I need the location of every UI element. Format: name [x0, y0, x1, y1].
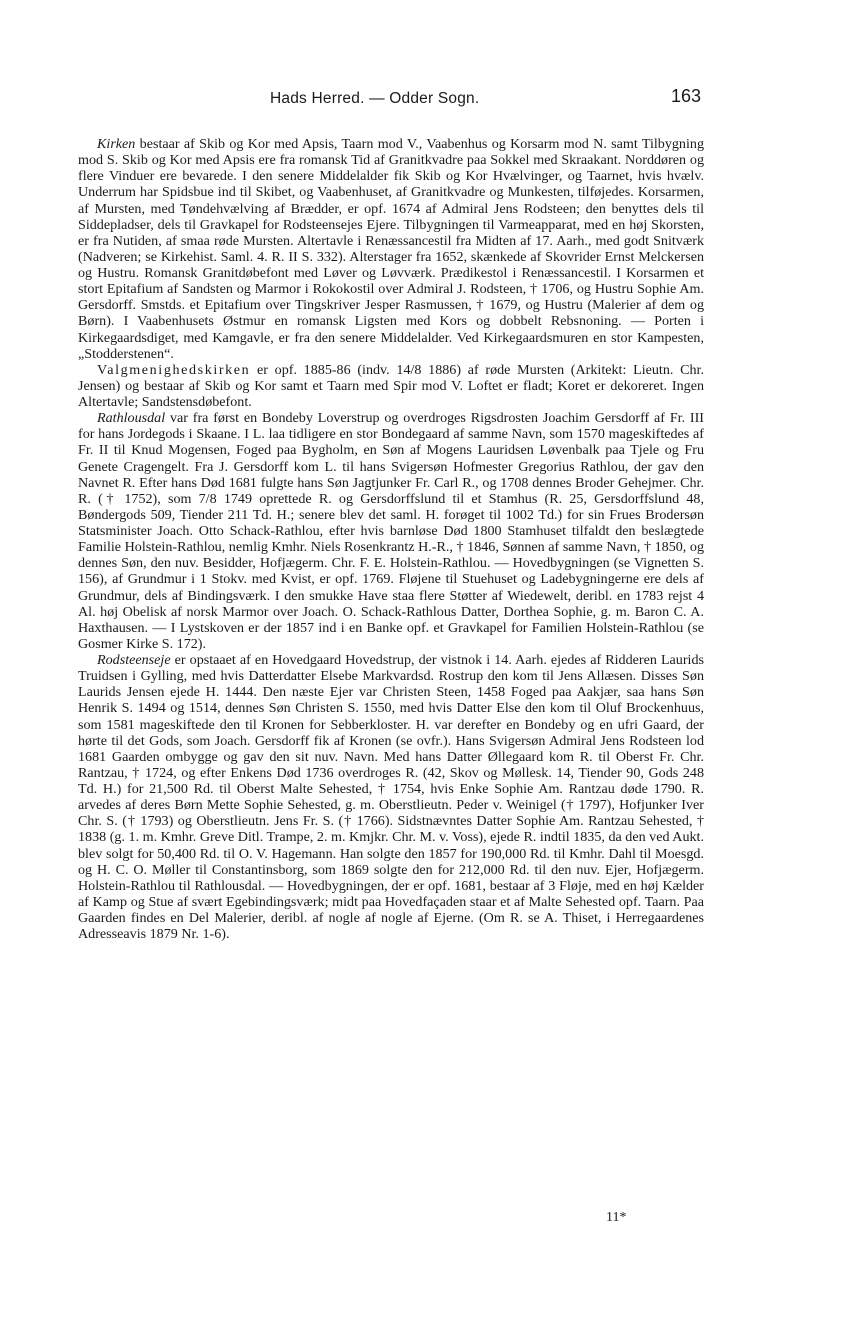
page-number: 163 [671, 86, 702, 106]
paragraph-text: er opf. 1885-86 (indv. 14/8 1886) af røde Mursten (Arkitekt: Lieutn. Chr. Jensen) og bestaar af Skib og Kor samt et Taarn med Spir mod V. Loftet er fladt; Koret er dekoreret. Ingen Altertavle; Sandstensdøbefont. [78, 361, 704, 410]
paragraph-valgmenighedskirken [78, 362, 704, 410]
paragraph-lead: Rathlousdal [97, 410, 166, 427]
paragraph-lead: Kirken [97, 136, 136, 152]
paragraph-lead: Rodsteenseje [97, 652, 171, 668]
paragraph-rodsteenseje [78, 652, 704, 942]
paragraph-lead: Valgmenighedskirken [97, 361, 251, 378]
running-title: Hads Herred. — Odder Sogn. [270, 90, 480, 107]
paragraph-text: var fra først en Bondeby Loverstrup og overdroges Rigsdrosten Joachim Gersdorff af Fr. III for hans Jordegods i Skaane. I L. laa tidligere en stor Bondegaard af samme Navn, som 1570 mageskiftedes af Fr. II til Knud Mogensen, Foged paa Bygholm, en Søn af Mogens Lauridsen Løvenbalk paa Tjele og Fru Genete Cragengelt. Fra J. Gersdorff kom L. til hans Svigersøn Hofmester Gregorius Rathlou, der gav den Navnet R. Efter hans Død 1681 fulgte hans Søn Jagtjunker Fr. Carl R., og 1708 dennes Broder Gehejmer. Chr. R. († 1752), som 7/8 1749 oprettede R. og Gersdorffslund til et Stamhus (R. 25, Gersdorffslund 48, Bøndergods 509, Tiender 211 Td. H.; senere blev det saml. H. forøget til 1002 Td.) for sin Frues Brodersøn Statsminister Joach. Otto Schack-Rathlou, efter hvis barnløse Død 1800 Stamhuset tilfaldt den beslægtede Familie Holstein-Rathlou, nemlig Kmhr. Niels Rosenkrantz H.-R., † 1846, Sønnen af samme Navn, † 1850, og dennes Søn, den nuv. Besidder, Hofjægerm. Chr. F. E. Holstein-Rathlou. — Hovedbygningen (se Vignetten S. 156), af Grundmur i 1 Stokv. med Kvist, er opf. 1769. Fløjene til Stuehuset og Ladebygningerne ere dels af Grundmur, dels af Bindingsværk. I den smukke Have staa flere Støtter af Wiedewelt, deribl. en 1783 rejst 4 Al. høj Obelisk af norsk Marmor over Joach. O. Schack-Rathlous Datter, Dorthea Sophie, g. m. Baron C. A. Haxthausen. — I Lystskoven er der 1857 ind i en Banke opf. et Gravkapel for Familien Holstein-Rathlou (se Gosmer Kirke S. 172). [78, 410, 704, 652]
running-head [0, 86, 864, 116]
paragraph-text: bestaar af Skib og Kor med Apsis, Taarn mod V., Vaabenhus og Korsarm mod N. samt Tilbygning mod S. Skib og Kor med Apsis ere fra romansk Tid af Granitkvadre paa Sokkel med Skraakant. Norddøren og flere Vinduer ere bevarede. I den senere Middelalder fik Skib og Kor Hvælvinger, og Taarnet, hvis hvælv. Underrum har Spidsbue ind til Skibet, og Vaabenhuset, af Granitkvadre og Munkesten, tilføjedes. Korsarmen, af Mursten, med Tøndehvælving af Brædder, er opf. 1674 af Admiral Jens Rodsteen; den benyttes dels til Siddepladser, dels til Gravkapel for Rodsteensejes Ejere. Tilbygningen til Varmeapparat, med en høj Skorsten, er fra Nutiden, af smaa røde Mursten. Altertavle i Renæssancestil fra Midten af 17. Aarh., med godt Snitværk (Nadveren; se Kirkehist. Saml. 4. R. II S. 332). Alterstager fra 1652, skænkede af Skovrider Ernst Melckersen og Hustru. Romansk Granitdøbefont med Løver og Løvværk. Prædikestol i Renæssancestil. I Korsarmen et stort Epitafium af Sandsten og Marmor i Rokokostil over Admiral J. Rodsteen, † 1706, og Hustru Sophie Am. Gersdorff. Smstds. et Epitafium over Tingskriver Jesper Rasmussen, † 1679, og Hustru (Malerier af dem og Børn). I Vaabenhusets Østmur en romansk Ligsten med Kors og dobbelt Rebsnoning. — Porten i Kirkegaardsdiget, med Kamgavle, er fra den senere Middelalder. Ved Kirkegaardsmuren en stor Kampesten, „Stodderstenen“. [78, 136, 704, 362]
body-text [78, 136, 704, 942]
paragraph-text: er opstaaet af en Hovedgaard Hovedstrup, der vistnok i 14. Aarh. ejedes af Ridderen Laurids Truidsen i Gylling, med hvis Datterdatter Elsebe Markvardsd. Rostrup den kom til Jens Allæsen. Disses Søn Laurids Jensen ejede H. 1444. Den næste Ejer var Christen Steen, 1458 Foged paa Aakjær, saa hans Søn Henrik S. 1494 og 1514, dennes Søn Christen S. 1550, med hvis Datter Else den kom til Oluf Brockenhuus, som 1581 mageskiftede den til Kronen for Sebberkloster. H. var derefter en Bondeby og en ufri Gaard, der hørte til det Gods, som Joach. Gersdorff fik af Kronen (se ovfr.). Hans Svigersøn Admiral Jens Rodsteen lod 1681 Gaarden ombygge og gav den sit nuv. Navn. Med hans Datter Øllegaard kom R. til Oberst Fr. Chr. Rantzau, † 1724, og efter Enkens Død 1736 overdroges R. (42, Skov og Møllesk. 14, Tiender 90, Gods 248 Td. H.) for 21,500 Rd. til Oberst Malte Sehested, † 1754, hvis Enke Sophie Am. Rantzau døde 1790. R. arvedes af deres Børn Mette Sophie Sehested, g. m. Oberstlieutn. Peder v. Weinigel († 1797), Hofjunker Iver Chr. S. († 1793) og Oberstlieutn. Jens Fr. S. († 1766). Sidstnævntes Datter Sophie Am. Rantzau Sehested, † 1838 (g. 1. m. Kmhr. Greve Ditl. Trampe, 2. m. Kmjkr. Chr. M. v. Voss), ejede R. indtil 1835, da den ved Aukt. blev solgt for 50,400 Rd. til O. V. Hagemann. Han solgte den 1857 for 190,000 Rd. til Kmhr. Dahl til Moesgd. og H. C. O. Møller til Constantinsborg, som 1869 solgte den for 212,000 Rd. til den nuv. Ejer, Hofjægerm. Holstein-Rathlou til Rathlousdal. — Hovedbygningen, der er opf. 1681, bestaar af 3 Fløje, med en høj Kælder af Kamp og Stue af svært Egebindingsværk; midt paa Hovedfaçaden staar et af Malte Sehested opf. Taarn. Paa Gaarden findes en Del Malerier, deribl. af nogle af nogle af Ejerne. (Om R. se A. Thiset, i Herregaardenes Adresseavis 1879 Nr. 1-6). [78, 652, 704, 943]
paragraph-rathlousdal [78, 410, 704, 652]
signature-mark: 11* [606, 1210, 627, 1225]
paragraph-kirken [78, 136, 704, 362]
